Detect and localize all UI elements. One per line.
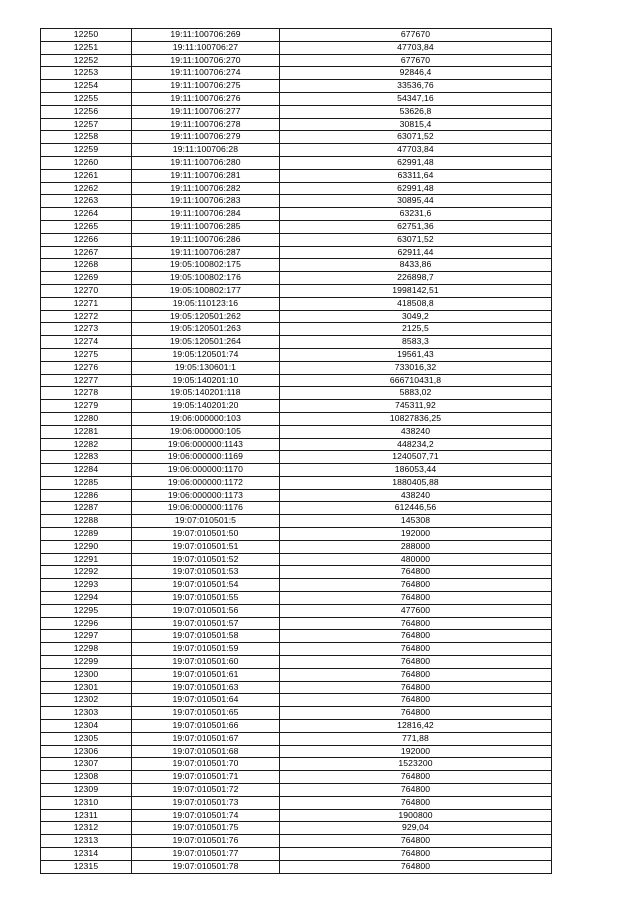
table-row xyxy=(41,796,552,809)
value-cell: 62991,48 xyxy=(280,182,552,195)
value-cell: 63071,52 xyxy=(280,233,552,246)
table-row xyxy=(41,195,552,208)
cadastral-number-cell: 19:06:000000:1170 xyxy=(132,464,280,477)
cadastral-number-cell: 19:05:140201:20 xyxy=(132,400,280,413)
table-row xyxy=(41,67,552,80)
row-number-cell: 12292 xyxy=(41,566,132,579)
row-number-cell: 12305 xyxy=(41,732,132,745)
table-row xyxy=(41,745,552,758)
cadastral-number-cell: 19:11:100706:275 xyxy=(132,80,280,93)
row-number-cell: 12290 xyxy=(41,540,132,553)
table-row xyxy=(41,566,552,579)
cadastral-number-cell: 19:07:010501:70 xyxy=(132,758,280,771)
row-number-cell: 12314 xyxy=(41,848,132,861)
cadastral-number-cell: 19:11:100706:285 xyxy=(132,220,280,233)
table-row xyxy=(41,835,552,848)
cadastral-number-cell: 19:11:100706:281 xyxy=(132,169,280,182)
value-cell: 8433,86 xyxy=(280,259,552,272)
value-cell: 1900800 xyxy=(280,809,552,822)
table-row xyxy=(41,860,552,873)
cadastral-number-cell: 19:11:100706:287 xyxy=(132,246,280,259)
value-cell: 30895,44 xyxy=(280,195,552,208)
cadastral-number-cell: 19:07:010501:51 xyxy=(132,540,280,553)
cadastral-number-cell: 19:06:000000:1169 xyxy=(132,451,280,464)
cadastral-number-cell: 19:07:010501:74 xyxy=(132,809,280,822)
row-number-cell: 12296 xyxy=(41,617,132,630)
table-row xyxy=(41,169,552,182)
cadastral-number-cell: 19:11:100706:27 xyxy=(132,41,280,54)
table-row xyxy=(41,105,552,118)
table-row xyxy=(41,809,552,822)
table-row xyxy=(41,41,552,54)
value-cell: 54347,16 xyxy=(280,92,552,105)
value-cell: 192000 xyxy=(280,528,552,541)
value-cell: 186053,44 xyxy=(280,464,552,477)
table-row xyxy=(41,272,552,285)
value-cell: 764800 xyxy=(280,784,552,797)
cadastral-number-cell: 19:06:000000:1176 xyxy=(132,502,280,515)
row-number-cell: 12251 xyxy=(41,41,132,54)
cadastral-number-cell: 19:07:010501:50 xyxy=(132,528,280,541)
table-row xyxy=(41,400,552,413)
row-number-cell: 12286 xyxy=(41,489,132,502)
row-number-cell: 12304 xyxy=(41,720,132,733)
row-number-cell: 12291 xyxy=(41,553,132,566)
cadastral-number-cell: 19:07:010501:60 xyxy=(132,656,280,669)
value-cell: 612446,56 xyxy=(280,502,552,515)
value-cell: 764800 xyxy=(280,860,552,873)
cadastral-number-cell: 19:07:010501:61 xyxy=(132,668,280,681)
cadastral-number-cell: 19:05:130601:1 xyxy=(132,361,280,374)
data-table xyxy=(40,28,552,874)
row-number-cell: 12307 xyxy=(41,758,132,771)
value-cell: 764800 xyxy=(280,656,552,669)
cadastral-number-cell: 19:05:100802:175 xyxy=(132,259,280,272)
row-number-cell: 12276 xyxy=(41,361,132,374)
table-row xyxy=(41,246,552,259)
cadastral-number-cell: 19:07:010501:75 xyxy=(132,822,280,835)
row-number-cell: 12298 xyxy=(41,643,132,656)
cadastral-number-cell: 19:05:120501:74 xyxy=(132,348,280,361)
row-number-cell: 12310 xyxy=(41,796,132,809)
value-cell: 12816,42 xyxy=(280,720,552,733)
table-row xyxy=(41,476,552,489)
table-row xyxy=(41,425,552,438)
row-number-cell: 12299 xyxy=(41,656,132,669)
value-cell: 745311,92 xyxy=(280,400,552,413)
row-number-cell: 12288 xyxy=(41,515,132,528)
cadastral-number-cell: 19:07:010501:71 xyxy=(132,771,280,784)
value-cell: 288000 xyxy=(280,540,552,553)
value-cell: 63071,52 xyxy=(280,131,552,144)
cadastral-number-cell: 19:11:100706:28 xyxy=(132,144,280,157)
table-row xyxy=(41,118,552,131)
value-cell: 62911,44 xyxy=(280,246,552,259)
row-number-cell: 12308 xyxy=(41,771,132,784)
cadastral-number-cell: 19:07:010501:53 xyxy=(132,566,280,579)
value-cell: 63311,64 xyxy=(280,169,552,182)
value-cell: 677670 xyxy=(280,54,552,67)
table-row xyxy=(41,412,552,425)
row-number-cell: 12262 xyxy=(41,182,132,195)
value-cell: 1998142,51 xyxy=(280,284,552,297)
value-cell: 771,88 xyxy=(280,732,552,745)
cadastral-number-cell: 19:11:100706:277 xyxy=(132,105,280,118)
value-cell: 5883,02 xyxy=(280,387,552,400)
row-number-cell: 12285 xyxy=(41,476,132,489)
row-number-cell: 12263 xyxy=(41,195,132,208)
value-cell: 1880405,88 xyxy=(280,476,552,489)
cadastral-number-cell: 19:07:010501:63 xyxy=(132,681,280,694)
value-cell: 1240507,71 xyxy=(280,451,552,464)
value-cell: 62751,36 xyxy=(280,220,552,233)
value-cell: 764800 xyxy=(280,579,552,592)
row-number-cell: 12282 xyxy=(41,438,132,451)
cadastral-number-cell: 19:11:100706:274 xyxy=(132,67,280,80)
table-row xyxy=(41,553,552,566)
cadastral-number-cell: 19:07:010501:77 xyxy=(132,848,280,861)
value-cell: 192000 xyxy=(280,745,552,758)
row-number-cell: 12267 xyxy=(41,246,132,259)
table-row xyxy=(41,220,552,233)
row-number-cell: 12284 xyxy=(41,464,132,477)
table-row xyxy=(41,323,552,336)
value-cell: 677670 xyxy=(280,29,552,42)
table-row xyxy=(41,720,552,733)
value-cell: 2125,5 xyxy=(280,323,552,336)
row-number-cell: 12277 xyxy=(41,374,132,387)
table-row xyxy=(41,182,552,195)
row-number-cell: 12279 xyxy=(41,400,132,413)
cadastral-number-cell: 19:07:010501:72 xyxy=(132,784,280,797)
value-cell: 438240 xyxy=(280,425,552,438)
value-cell: 764800 xyxy=(280,566,552,579)
table-row xyxy=(41,592,552,605)
cadastral-number-cell: 19:06:000000:105 xyxy=(132,425,280,438)
row-number-cell: 12250 xyxy=(41,29,132,42)
row-number-cell: 12264 xyxy=(41,208,132,221)
cadastral-number-cell: 19:11:100706:282 xyxy=(132,182,280,195)
row-number-cell: 12313 xyxy=(41,835,132,848)
table-row xyxy=(41,387,552,400)
cadastral-number-cell: 19:07:010501:66 xyxy=(132,720,280,733)
value-cell: 764800 xyxy=(280,592,552,605)
table-row xyxy=(41,156,552,169)
cadastral-number-cell: 19:07:010501:52 xyxy=(132,553,280,566)
cadastral-number-cell: 19:11:100706:286 xyxy=(132,233,280,246)
row-number-cell: 12268 xyxy=(41,259,132,272)
row-number-cell: 12257 xyxy=(41,118,132,131)
row-number-cell: 12261 xyxy=(41,169,132,182)
cadastral-number-cell: 19:07:010501:68 xyxy=(132,745,280,758)
value-cell: 764800 xyxy=(280,617,552,630)
cadastral-number-cell: 19:05:110123:16 xyxy=(132,297,280,310)
row-number-cell: 12265 xyxy=(41,220,132,233)
value-cell: 53626,8 xyxy=(280,105,552,118)
row-number-cell: 12269 xyxy=(41,272,132,285)
table-row xyxy=(41,92,552,105)
cadastral-number-cell: 19:07:010501:55 xyxy=(132,592,280,605)
value-cell: 62991,48 xyxy=(280,156,552,169)
table-row xyxy=(41,259,552,272)
table-row xyxy=(41,451,552,464)
row-number-cell: 12303 xyxy=(41,707,132,720)
value-cell: 226898,7 xyxy=(280,272,552,285)
table-row xyxy=(41,822,552,835)
cadastral-number-cell: 19:11:100706:276 xyxy=(132,92,280,105)
table-row xyxy=(41,528,552,541)
table-row xyxy=(41,54,552,67)
value-cell: 47703,84 xyxy=(280,144,552,157)
row-number-cell: 12311 xyxy=(41,809,132,822)
table-row xyxy=(41,336,552,349)
table-row xyxy=(41,297,552,310)
value-cell: 764800 xyxy=(280,643,552,656)
table-row xyxy=(41,310,552,323)
table-row xyxy=(41,771,552,784)
cadastral-number-cell: 19:07:010501:73 xyxy=(132,796,280,809)
table-row xyxy=(41,784,552,797)
value-cell: 764800 xyxy=(280,771,552,784)
value-cell: 8583,3 xyxy=(280,336,552,349)
value-cell: 480000 xyxy=(280,553,552,566)
row-number-cell: 12297 xyxy=(41,630,132,643)
cadastral-number-cell: 19:11:100706:283 xyxy=(132,195,280,208)
cadastral-number-cell: 19:11:100706:284 xyxy=(132,208,280,221)
cadastral-number-cell: 19:05:120501:264 xyxy=(132,336,280,349)
row-number-cell: 12287 xyxy=(41,502,132,515)
cadastral-number-cell: 19:07:010501:54 xyxy=(132,579,280,592)
row-number-cell: 12271 xyxy=(41,297,132,310)
table-row xyxy=(41,707,552,720)
value-cell: 92846,4 xyxy=(280,67,552,80)
cadastral-number-cell: 19:07:010501:78 xyxy=(132,860,280,873)
value-cell: 764800 xyxy=(280,796,552,809)
row-number-cell: 12275 xyxy=(41,348,132,361)
row-number-cell: 12302 xyxy=(41,694,132,707)
value-cell: 19561,43 xyxy=(280,348,552,361)
table-row xyxy=(41,604,552,617)
row-number-cell: 12270 xyxy=(41,284,132,297)
row-number-cell: 12312 xyxy=(41,822,132,835)
value-cell: 47703,84 xyxy=(280,41,552,54)
row-number-cell: 12315 xyxy=(41,860,132,873)
table-row xyxy=(41,233,552,246)
cadastral-number-cell: 19:11:100706:280 xyxy=(132,156,280,169)
table-row xyxy=(41,80,552,93)
cadastral-number-cell: 19:06:000000:1173 xyxy=(132,489,280,502)
cadastral-number-cell: 19:07:010501:5 xyxy=(132,515,280,528)
row-number-cell: 12258 xyxy=(41,131,132,144)
table-row xyxy=(41,361,552,374)
row-number-cell: 12293 xyxy=(41,579,132,592)
row-number-cell: 12309 xyxy=(41,784,132,797)
cadastral-number-cell: 19:05:140201:10 xyxy=(132,374,280,387)
value-cell: 448234,2 xyxy=(280,438,552,451)
cadastral-number-cell: 19:06:000000:1172 xyxy=(132,476,280,489)
row-number-cell: 12283 xyxy=(41,451,132,464)
table-row xyxy=(41,29,552,42)
row-number-cell: 12255 xyxy=(41,92,132,105)
row-number-cell: 12273 xyxy=(41,323,132,336)
row-number-cell: 12300 xyxy=(41,668,132,681)
cadastral-number-cell: 19:06:000000:103 xyxy=(132,412,280,425)
cadastral-number-cell: 19:07:010501:59 xyxy=(132,643,280,656)
row-number-cell: 12252 xyxy=(41,54,132,67)
table-body xyxy=(41,29,552,874)
table-row xyxy=(41,630,552,643)
table-row xyxy=(41,848,552,861)
cadastral-number-cell: 19:07:010501:65 xyxy=(132,707,280,720)
row-number-cell: 12272 xyxy=(41,310,132,323)
value-cell: 764800 xyxy=(280,668,552,681)
cadastral-number-cell: 19:05:100802:176 xyxy=(132,272,280,285)
row-number-cell: 12294 xyxy=(41,592,132,605)
table-row xyxy=(41,579,552,592)
value-cell: 145308 xyxy=(280,515,552,528)
table-row xyxy=(41,502,552,515)
cadastral-number-cell: 19:07:010501:57 xyxy=(132,617,280,630)
value-cell: 1523200 xyxy=(280,758,552,771)
cadastral-number-cell: 19:05:120501:262 xyxy=(132,310,280,323)
row-number-cell: 12295 xyxy=(41,604,132,617)
value-cell: 764800 xyxy=(280,630,552,643)
value-cell: 764800 xyxy=(280,848,552,861)
value-cell: 666710431,8 xyxy=(280,374,552,387)
table-row xyxy=(41,617,552,630)
table-row xyxy=(41,374,552,387)
cadastral-number-cell: 19:07:010501:56 xyxy=(132,604,280,617)
row-number-cell: 12306 xyxy=(41,745,132,758)
cadastral-number-cell: 19:05:140201:118 xyxy=(132,387,280,400)
row-number-cell: 12256 xyxy=(41,105,132,118)
table-row xyxy=(41,464,552,477)
table-row xyxy=(41,348,552,361)
table-row xyxy=(41,656,552,669)
row-number-cell: 12281 xyxy=(41,425,132,438)
cadastral-number-cell: 19:05:120501:263 xyxy=(132,323,280,336)
value-cell: 33536,76 xyxy=(280,80,552,93)
value-cell: 30815,4 xyxy=(280,118,552,131)
cadastral-number-cell: 19:07:010501:76 xyxy=(132,835,280,848)
table-row xyxy=(41,144,552,157)
value-cell: 733016,32 xyxy=(280,361,552,374)
table-row xyxy=(41,438,552,451)
table-row xyxy=(41,694,552,707)
value-cell: 418508,8 xyxy=(280,297,552,310)
row-number-cell: 12259 xyxy=(41,144,132,157)
value-cell: 764800 xyxy=(280,694,552,707)
table-row xyxy=(41,540,552,553)
row-number-cell: 12280 xyxy=(41,412,132,425)
row-number-cell: 12260 xyxy=(41,156,132,169)
value-cell: 764800 xyxy=(280,835,552,848)
table-row xyxy=(41,131,552,144)
cadastral-number-cell: 19:11:100706:279 xyxy=(132,131,280,144)
value-cell: 764800 xyxy=(280,681,552,694)
value-cell: 63231,6 xyxy=(280,208,552,221)
cadastral-number-cell: 19:07:010501:67 xyxy=(132,732,280,745)
table-row xyxy=(41,643,552,656)
table-row xyxy=(41,668,552,681)
value-cell: 929,04 xyxy=(280,822,552,835)
row-number-cell: 12289 xyxy=(41,528,132,541)
value-cell: 3049,2 xyxy=(280,310,552,323)
row-number-cell: 12274 xyxy=(41,336,132,349)
table-row xyxy=(41,208,552,221)
table-row xyxy=(41,489,552,502)
table-row xyxy=(41,681,552,694)
value-cell: 477600 xyxy=(280,604,552,617)
cadastral-number-cell: 19:06:000000:1143 xyxy=(132,438,280,451)
value-cell: 764800 xyxy=(280,707,552,720)
cadastral-number-cell: 19:05:100802:177 xyxy=(132,284,280,297)
cadastral-number-cell: 19:11:100706:278 xyxy=(132,118,280,131)
cadastral-number-cell: 19:11:100706:270 xyxy=(132,54,280,67)
row-number-cell: 12278 xyxy=(41,387,132,400)
row-number-cell: 12301 xyxy=(41,681,132,694)
table-row xyxy=(41,758,552,771)
cadastral-number-cell: 19:07:010501:64 xyxy=(132,694,280,707)
cadastral-number-cell: 19:11:100706:269 xyxy=(132,29,280,42)
table-row xyxy=(41,284,552,297)
cadastral-number-cell: 19:07:010501:58 xyxy=(132,630,280,643)
value-cell: 10827836,25 xyxy=(280,412,552,425)
table-row xyxy=(41,732,552,745)
row-number-cell: 12266 xyxy=(41,233,132,246)
table-row xyxy=(41,515,552,528)
row-number-cell: 12254 xyxy=(41,80,132,93)
row-number-cell: 12253 xyxy=(41,67,132,80)
value-cell: 438240 xyxy=(280,489,552,502)
